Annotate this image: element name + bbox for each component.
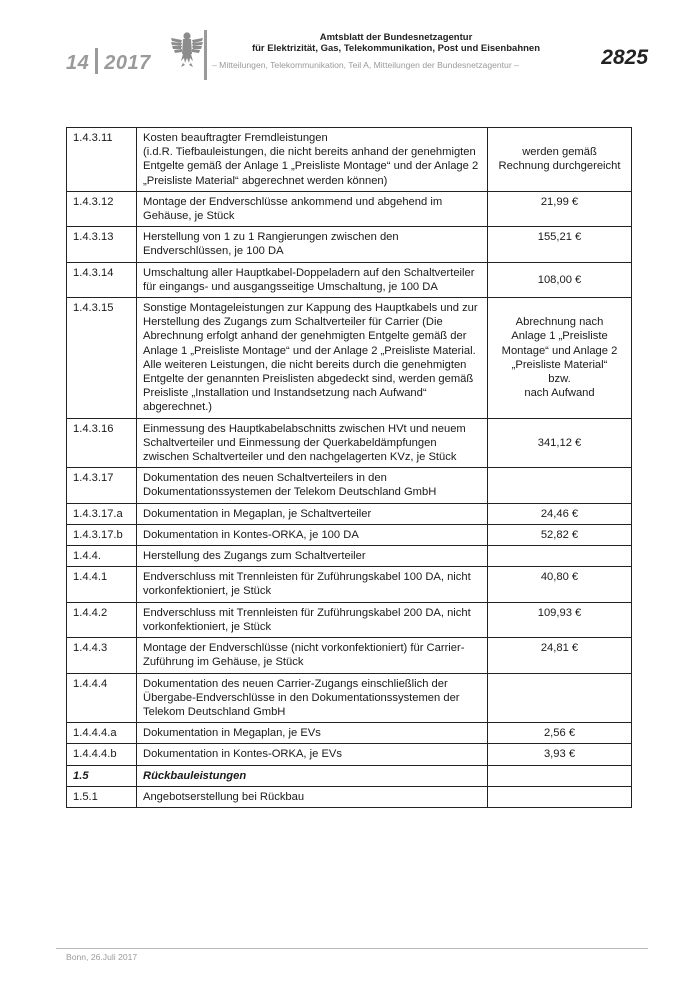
item-description-cell: Einmessung des Hauptkabelabschnitts zwischen HVt und neuem Schaltverteiler und Einmessung der Querkabeldämpfungen zwischen Schaltverteiler und den nachgelagerten KVz, je Stück: [137, 418, 488, 468]
table-row: [67, 765, 632, 786]
item-number-cell: 1.5: [67, 765, 137, 786]
item-price-cell: werden gemäß Rechnung durchgereicht: [488, 128, 632, 192]
item-description-cell: Dokumentation des neuen Schaltverteilers in den Dokumentationssystemen der Telekom Deutschland GmbH: [137, 468, 488, 503]
item-number-cell: 1.4.3.16: [67, 418, 137, 468]
item-number-cell: 1.4.3.11: [67, 128, 137, 192]
item-number-cell: 1.4.3.17.b: [67, 524, 137, 545]
item-price-cell: [488, 765, 632, 786]
table-row: [67, 723, 632, 744]
item-price-cell: 24,81 €: [488, 638, 632, 673]
item-description-cell: Dokumentation in Megaplan, je EVs: [137, 723, 488, 744]
table-row: [67, 524, 632, 545]
item-price-cell: Abrechnung nach Anlage 1 „Preisliste Montage“ und Anlage 2 „Preisliste Material“ bzw. nach Aufwand: [488, 298, 632, 419]
item-number-cell: 1.5.1: [67, 786, 137, 807]
table-row: [67, 673, 632, 723]
item-description-cell: Montage der Endverschlüsse ankommend und abgehend im Gehäuse, je Stück: [137, 191, 488, 226]
item-description-cell: Dokumentation des neuen Carrier-Zugangs einschließlich der Übergabe-Endverschlüsse in den Dokumentationssystemen der Telekom Deutschland GmbH: [137, 673, 488, 723]
item-price-cell: 341,12 €: [488, 418, 632, 468]
item-description-cell: Dokumentation in Kontes-ORKA, je EVs: [137, 744, 488, 765]
price-table: [66, 127, 632, 808]
item-price-cell: 109,93 €: [488, 602, 632, 637]
footer-date: Bonn, 26.Juli 2017: [66, 952, 138, 962]
federal-eagle-icon: [170, 30, 204, 68]
item-description-cell: Dokumentation in Kontes-ORKA, je 100 DA: [137, 524, 488, 545]
item-description-cell: Dokumentation in Megaplan, je Schaltverteiler: [137, 503, 488, 524]
item-number-cell: 1.4.3.12: [67, 191, 137, 226]
item-number-cell: 1.4.3.13: [67, 227, 137, 262]
footer-divider: [56, 948, 648, 949]
item-description-cell: Herstellung des Zugangs zum Schaltverteiler: [137, 546, 488, 567]
item-description-cell: Angebotserstellung bei Rückbau: [137, 786, 488, 807]
item-number-cell: 1.4.3.17: [67, 468, 137, 503]
item-price-cell: 52,82 €: [488, 524, 632, 545]
journal-title: [212, 32, 580, 54]
item-description-cell: Sonstige Montageleistungen zur Kappung des Hauptkabels und zur Herstellung des Zugangs zum Schaltverteiler für Carrier (Die Abrechnung erfolgt anhand der genehmigten Entgelte gemäß der Anlage 1 „Preisliste Montage“ und der Anlage 2 „Preisliste Material. Alle weiteren Leistungen, die nicht bereits durch die genehmigten Entgelte der genannten Preislisten abgedeckt sind, werden gemäß Preisliste „Installation und Instandsetzung nach Aufwand“ abgerechnet.): [137, 298, 488, 419]
issue-no: 14: [66, 52, 90, 74]
item-number-cell: 1.4.4.4.b: [67, 744, 137, 765]
item-price-cell: [488, 468, 632, 503]
item-price-cell: [488, 786, 632, 807]
item-description-cell: Herstellung von 1 zu 1 Rangierungen zwischen den Endverschlüssen, je 100 DA: [137, 227, 488, 262]
item-price-cell: 40,80 €: [488, 567, 632, 602]
table-row: [67, 468, 632, 503]
table-row: [67, 744, 632, 765]
item-price-cell: [488, 546, 632, 567]
table-row: [67, 191, 632, 226]
item-number-cell: 1.4.4.: [67, 546, 137, 567]
item-number-cell: 1.4.4.4: [67, 673, 137, 723]
page-number: 2825: [601, 46, 648, 69]
item-number-cell: 1.4.4.2: [67, 602, 137, 637]
item-description-cell: Umschaltung aller Hauptkabel-Doppeladern auf den Schaltverteiler für eingangs- und ausgangsseitige Umschaltung, je 100 DA: [137, 262, 488, 297]
journal-title-line-1: Amtsblatt der Bundesnetzagentur: [319, 32, 473, 43]
table-row: [67, 503, 632, 524]
item-price-cell: 3,93 €: [488, 744, 632, 765]
header-divider: [204, 30, 207, 80]
table-row: [67, 418, 632, 468]
issue-number: [66, 48, 151, 75]
issue-year: 2017: [104, 52, 151, 74]
item-number-cell: 1.4.3.14: [67, 262, 137, 297]
item-price-cell: 21,99 €: [488, 191, 632, 226]
item-description-cell: Montage der Endverschlüsse (nicht vorkonfektioniert) für Carrier-Zuführung im Gehäuse, je Stück: [137, 638, 488, 673]
item-number-cell: 1.4.3.17.a: [67, 503, 137, 524]
item-price-cell: 155,21 €: [488, 227, 632, 262]
item-price-cell: 2,56 €: [488, 723, 632, 744]
item-description-cell: Rückbauleistungen: [137, 765, 488, 786]
table-row: [67, 602, 632, 637]
item-description-cell: Kosten beauftragter Fremdleistungen (i.d.R. Tiefbauleistungen, die nicht bereits anhand der genehmigten Entgelte gemäß der Anlage 1 „Preisliste Montage“ und der Anlage 2 „Preisliste Material“ abgerechnet werden können): [137, 128, 488, 192]
item-number-cell: 1.4.3.15: [67, 298, 137, 419]
table-row: [67, 546, 632, 567]
item-number-cell: 1.4.4.4.a: [67, 723, 137, 744]
item-number-cell: 1.4.4.3: [67, 638, 137, 673]
table-row: [67, 567, 632, 602]
journal-title-line-2: für Elektrizität, Gas, Telekommunikation, Post und Eisenbahnen: [251, 43, 541, 54]
table-row: [67, 638, 632, 673]
item-price-cell: 24,46 €: [488, 503, 632, 524]
item-description-cell: Endverschluss mit Trennleisten für Zuführungskabel 200 DA, nicht vorkonfektioniert, je Stück: [137, 602, 488, 637]
table-row: [67, 786, 632, 807]
item-price-cell: [488, 673, 632, 723]
issue-separator: [95, 48, 98, 74]
table-row: [67, 227, 632, 262]
item-description-cell: Endverschluss mit Trennleisten für Zuführungskabel 100 DA, nicht vorkonfektioniert, je Stück: [137, 567, 488, 602]
item-number-cell: 1.4.4.1: [67, 567, 137, 602]
table-row: [67, 262, 632, 297]
item-price-cell: 108,00 €: [488, 262, 632, 297]
table-row: [67, 128, 632, 192]
table-row: [67, 298, 632, 419]
journal-subtitle: – Mitteilungen, Telekommunikation, Teil A, Mitteilungen der Bundesnetzagentur –: [212, 60, 519, 70]
